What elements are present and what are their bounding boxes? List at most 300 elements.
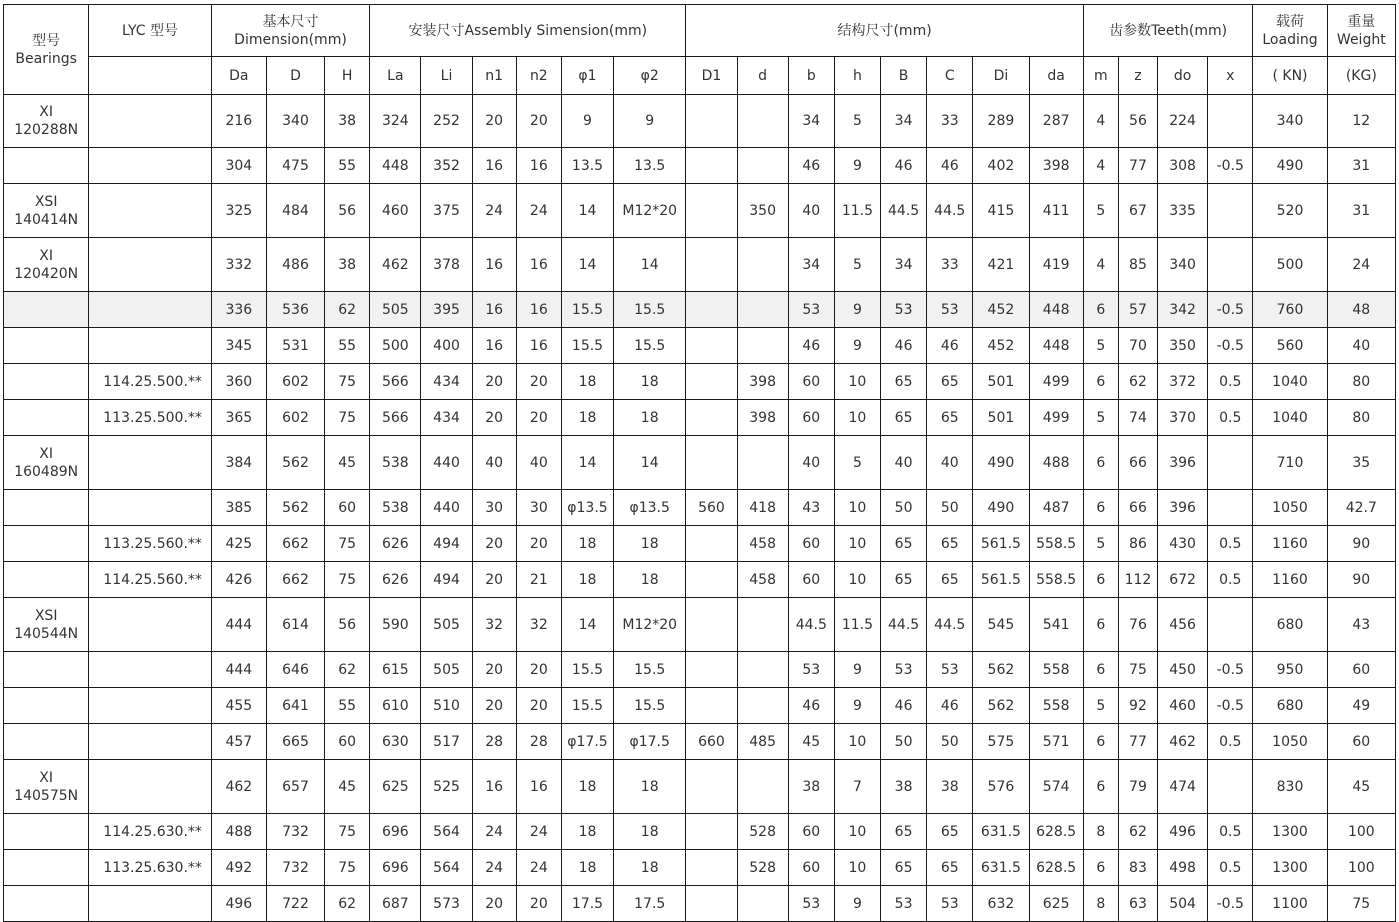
lyc-model-cell	[89, 148, 211, 184]
table-cell: 62	[325, 292, 370, 328]
bearing-model-cell	[4, 652, 89, 688]
table-cell: 66	[1118, 436, 1157, 490]
table-cell: 24	[472, 850, 516, 886]
table-cell: 630	[370, 724, 421, 760]
table-cell: 40	[788, 436, 834, 490]
table-cell	[686, 562, 737, 598]
table-cell: 340	[1253, 95, 1327, 148]
table-row	[4, 814, 1396, 850]
table-cell: 385	[211, 490, 266, 526]
table-cell: 0.5	[1208, 400, 1253, 436]
table-cell	[686, 886, 737, 922]
table-cell: 1040	[1253, 364, 1327, 400]
table-cell: 452	[973, 328, 1029, 364]
table-cell: 62	[1118, 814, 1157, 850]
table-cell	[737, 148, 788, 184]
table-cell: 6	[1083, 598, 1118, 652]
header-sub-cell: d	[737, 57, 788, 95]
table-cell: 50	[927, 724, 973, 760]
table-cell: 632	[973, 886, 1029, 922]
table-cell: 75	[325, 364, 370, 400]
header-row-main	[4, 5, 1396, 57]
table-cell: 14	[561, 436, 613, 490]
table-cell: 224	[1158, 95, 1208, 148]
table-cell: 20	[472, 526, 516, 562]
table-cell: 590	[370, 598, 421, 652]
table-cell: 531	[266, 328, 324, 364]
table-cell: 75	[325, 526, 370, 562]
table-row	[4, 400, 1396, 436]
table-cell: 46	[927, 148, 973, 184]
bearing-model-cell	[4, 526, 89, 562]
table-cell: 505	[370, 292, 421, 328]
table-cell: 20	[472, 364, 516, 400]
table-cell: 46	[927, 688, 973, 724]
table-cell: 625	[1029, 886, 1083, 922]
table-cell	[686, 292, 737, 328]
header-lyc-empty	[89, 57, 211, 95]
lyc-model-cell	[89, 724, 211, 760]
table-cell: 5	[834, 238, 880, 292]
table-cell: 10	[834, 814, 880, 850]
table-cell: 83	[1118, 850, 1157, 886]
table-cell: 340	[266, 95, 324, 148]
header-sub-cell: C	[927, 57, 973, 95]
bearing-model-cell	[4, 364, 89, 400]
table-cell: 46	[788, 328, 834, 364]
table-cell: 13.5	[561, 148, 613, 184]
table-cell: 536	[266, 292, 324, 328]
table-cell: 370	[1158, 400, 1208, 436]
table-cell: 0.5	[1208, 364, 1253, 400]
table-cell: 40	[1327, 328, 1395, 364]
table-cell: 486	[266, 238, 324, 292]
table-cell	[1208, 490, 1253, 526]
table-cell: 34	[788, 238, 834, 292]
table-cell: 60	[788, 526, 834, 562]
bearing-model-cell	[4, 886, 89, 922]
table-cell: -0.5	[1208, 148, 1253, 184]
table-row	[4, 148, 1396, 184]
table-cell: 646	[266, 652, 324, 688]
table-cell: 440	[421, 436, 472, 490]
table-cell: 1100	[1253, 886, 1327, 922]
table-cell: 4	[1083, 238, 1118, 292]
table-cell: 20	[516, 652, 561, 688]
header-sub-cell: n1	[472, 57, 516, 95]
table-row	[4, 526, 1396, 562]
table-cell: 75	[325, 400, 370, 436]
table-cell: 6	[1083, 364, 1118, 400]
table-cell: 528	[737, 814, 788, 850]
table-cell: 680	[1253, 598, 1327, 652]
table-cell: 457	[211, 724, 266, 760]
table-cell: 538	[370, 490, 421, 526]
table-cell: 70	[1118, 328, 1157, 364]
table-cell: 60	[1327, 652, 1395, 688]
table-row	[4, 328, 1396, 364]
table-cell: 90	[1327, 526, 1395, 562]
header-sub-cell: Di	[973, 57, 1029, 95]
table-cell: 10	[834, 490, 880, 526]
table-cell: 517	[421, 724, 472, 760]
table-cell: 566	[370, 364, 421, 400]
lyc-model-cell	[89, 490, 211, 526]
table-cell: 65	[927, 364, 973, 400]
table-cell: 626	[370, 526, 421, 562]
table-cell: 216	[211, 95, 266, 148]
table-cell: 20	[516, 400, 561, 436]
table-row	[4, 436, 1396, 490]
table-cell: 20	[516, 886, 561, 922]
table-cell: 50	[927, 490, 973, 526]
table-cell: 452	[973, 292, 1029, 328]
table-cell: 92	[1118, 688, 1157, 724]
table-cell	[737, 328, 788, 364]
table-cell: 8	[1083, 886, 1118, 922]
table-cell: 18	[614, 814, 686, 850]
table-cell	[686, 328, 737, 364]
table-cell: 345	[211, 328, 266, 364]
table-cell: 20	[472, 562, 516, 598]
table-cell: 53	[881, 652, 927, 688]
table-cell: 50	[881, 724, 927, 760]
table-cell: 456	[1158, 598, 1208, 652]
table-cell: 396	[1158, 436, 1208, 490]
bearing-model-cell: XI 120420N	[4, 238, 89, 292]
table-body	[4, 5, 1396, 922]
table-cell: 5	[834, 436, 880, 490]
table-cell: 732	[266, 814, 324, 850]
table-cell: 20	[516, 688, 561, 724]
table-cell: 67	[1118, 184, 1157, 238]
table-row	[4, 95, 1396, 148]
table-cell: 560	[1253, 328, 1327, 364]
table-cell: 30	[472, 490, 516, 526]
table-cell: 86	[1118, 526, 1157, 562]
table-cell: 65	[881, 364, 927, 400]
table-cell: 38	[325, 238, 370, 292]
table-cell: 17.5	[561, 886, 613, 922]
header-sub-cell: z	[1118, 57, 1157, 95]
table-cell: 450	[1158, 652, 1208, 688]
table-cell: 53	[788, 292, 834, 328]
table-cell: 32	[516, 598, 561, 652]
table-cell: 488	[1029, 436, 1083, 490]
table-cell: 46	[881, 148, 927, 184]
table-cell: 56	[1118, 95, 1157, 148]
table-cell: 631.5	[973, 850, 1029, 886]
table-cell: 16	[516, 238, 561, 292]
table-cell: 626	[370, 562, 421, 598]
table-cell: 9	[834, 148, 880, 184]
table-cell: 14	[561, 598, 613, 652]
table-cell: 35	[1327, 436, 1395, 490]
table-cell: 496	[1158, 814, 1208, 850]
table-cell: -0.5	[1208, 328, 1253, 364]
table-cell: 418	[737, 490, 788, 526]
table-cell: 444	[211, 598, 266, 652]
table-cell: 75	[325, 850, 370, 886]
table-cell: 40	[788, 184, 834, 238]
table-cell: 375	[421, 184, 472, 238]
table-cell: 18	[561, 814, 613, 850]
table-cell: 20	[472, 400, 516, 436]
table-cell: 10	[834, 364, 880, 400]
table-cell: 494	[421, 562, 472, 598]
table-cell: 6	[1083, 652, 1118, 688]
table-cell: 434	[421, 400, 472, 436]
table-cell: 564	[421, 850, 472, 886]
table-cell: 45	[1327, 760, 1395, 814]
table-cell	[737, 292, 788, 328]
table-cell: 760	[1253, 292, 1327, 328]
table-cell	[686, 760, 737, 814]
lyc-model-cell: 113.25.500.**	[89, 400, 211, 436]
lyc-model-cell	[89, 292, 211, 328]
table-cell: 85	[1118, 238, 1157, 292]
table-cell: 562	[973, 688, 1029, 724]
table-cell: 53	[927, 652, 973, 688]
table-cell: 1160	[1253, 526, 1327, 562]
table-cell: 28	[472, 724, 516, 760]
table-cell: 18	[561, 364, 613, 400]
table-cell: M12*20	[614, 184, 686, 238]
table-row	[4, 562, 1396, 598]
table-cell: 625	[370, 760, 421, 814]
table-cell	[686, 598, 737, 652]
header-sub-cell: B	[881, 57, 927, 95]
table-cell: 77	[1118, 724, 1157, 760]
table-cell: 576	[973, 760, 1029, 814]
table-row	[4, 292, 1396, 328]
table-cell: 396	[1158, 490, 1208, 526]
table-cell: 5	[1083, 184, 1118, 238]
table-cell: 458	[737, 562, 788, 598]
table-cell: 90	[1327, 562, 1395, 598]
table-row	[4, 688, 1396, 724]
table-cell	[737, 95, 788, 148]
table-cell	[686, 364, 737, 400]
header-lyc: LYC 型号	[89, 5, 211, 57]
table-cell: 411	[1029, 184, 1083, 238]
lyc-model-cell	[89, 886, 211, 922]
table-cell: 60	[788, 850, 834, 886]
table-cell: 49	[1327, 688, 1395, 724]
table-cell: 80	[1327, 364, 1395, 400]
table-cell: 1040	[1253, 400, 1327, 436]
table-cell: 14	[614, 436, 686, 490]
table-cell: 80	[1327, 400, 1395, 436]
table-row	[4, 850, 1396, 886]
lyc-model-cell	[89, 760, 211, 814]
header-basic-dimension: 基本尺寸 Dimension(mm)	[211, 5, 370, 57]
table-cell: 545	[973, 598, 1029, 652]
table-cell: -0.5	[1208, 688, 1253, 724]
table-cell: 75	[325, 814, 370, 850]
table-cell: 444	[211, 652, 266, 688]
table-cell: 55	[325, 328, 370, 364]
table-cell: 4	[1083, 148, 1118, 184]
table-cell: 419	[1029, 238, 1083, 292]
table-cell: 79	[1118, 760, 1157, 814]
bearing-model-cell	[4, 328, 89, 364]
table-cell: 455	[211, 688, 266, 724]
table-row	[4, 364, 1396, 400]
lyc-model-cell: 114.25.560.**	[89, 562, 211, 598]
table-cell: 65	[927, 850, 973, 886]
table-cell: 33	[927, 238, 973, 292]
table-cell	[1208, 598, 1253, 652]
table-cell: 1050	[1253, 490, 1327, 526]
table-cell: 5	[834, 95, 880, 148]
table-cell: 28	[516, 724, 561, 760]
table-cell: 10	[834, 850, 880, 886]
table-cell: 9	[834, 688, 880, 724]
table-cell: 60	[1327, 724, 1395, 760]
table-cell: 6	[1083, 490, 1118, 526]
bearing-model-cell: XI 160489N	[4, 436, 89, 490]
table-cell	[737, 688, 788, 724]
table-cell: 10	[834, 562, 880, 598]
table-cell: 402	[973, 148, 1029, 184]
table-cell: 32	[472, 598, 516, 652]
table-cell: 5	[1083, 526, 1118, 562]
table-cell: 335	[1158, 184, 1208, 238]
table-cell: 62	[325, 886, 370, 922]
table-cell: 500	[1253, 238, 1327, 292]
table-cell: 60	[325, 724, 370, 760]
table-cell: 510	[421, 688, 472, 724]
table-cell: 24	[472, 814, 516, 850]
table-cell: 40	[927, 436, 973, 490]
table-cell: 501	[973, 364, 1029, 400]
table-cell: 421	[973, 238, 1029, 292]
table-cell	[1208, 95, 1253, 148]
table-cell	[1208, 184, 1253, 238]
table-cell: 680	[1253, 688, 1327, 724]
table-cell: 505	[421, 652, 472, 688]
table-cell: 11.5	[834, 598, 880, 652]
table-cell: -0.5	[1208, 292, 1253, 328]
table-cell: 31	[1327, 184, 1395, 238]
table-cell: 494	[421, 526, 472, 562]
table-cell: 53	[881, 886, 927, 922]
table-cell: 9	[561, 95, 613, 148]
table-cell: 44.5	[927, 598, 973, 652]
table-cell: 252	[421, 95, 472, 148]
table-cell: 462	[1158, 724, 1208, 760]
table-cell: 1050	[1253, 724, 1327, 760]
bearing-model-cell: XSI 140414N	[4, 184, 89, 238]
table-cell: 20	[516, 526, 561, 562]
table-cell: 342	[1158, 292, 1208, 328]
table-cell: 24	[516, 814, 561, 850]
lyc-model-cell	[89, 238, 211, 292]
table-cell: 10	[834, 724, 880, 760]
table-cell: 558	[1029, 652, 1083, 688]
table-cell	[686, 238, 737, 292]
table-cell: 6	[1083, 850, 1118, 886]
table-row	[4, 724, 1396, 760]
table-cell: 672	[1158, 562, 1208, 598]
table-cell: 46	[927, 328, 973, 364]
table-cell: 662	[266, 526, 324, 562]
table-cell: φ17.5	[614, 724, 686, 760]
header-weight: 重量 Weight	[1327, 5, 1395, 57]
table-cell: 34	[881, 238, 927, 292]
table-cell: 398	[737, 400, 788, 436]
table-cell: 50	[881, 490, 927, 526]
table-row	[4, 886, 1396, 922]
table-cell: φ17.5	[561, 724, 613, 760]
table-cell: 34	[788, 95, 834, 148]
table-cell: 505	[421, 598, 472, 652]
table-cell: 65	[881, 814, 927, 850]
lyc-model-cell	[89, 652, 211, 688]
table-cell: 628.5	[1029, 814, 1083, 850]
table-cell: 950	[1253, 652, 1327, 688]
table-cell: 628.5	[1029, 850, 1083, 886]
table-cell: 484	[266, 184, 324, 238]
table-cell: 0.5	[1208, 562, 1253, 598]
table-cell: 5	[1083, 328, 1118, 364]
table-cell: 520	[1253, 184, 1327, 238]
header-sub-cell: (KG)	[1327, 57, 1395, 95]
table-cell: 5	[1083, 400, 1118, 436]
table-cell: 415	[973, 184, 1029, 238]
table-cell: 378	[421, 238, 472, 292]
lyc-model-cell	[89, 184, 211, 238]
table-cell: 21	[516, 562, 561, 598]
table-cell: 340	[1158, 238, 1208, 292]
table-cell: 561.5	[973, 562, 1029, 598]
table-cell: 15.5	[614, 688, 686, 724]
lyc-model-cell: 113.25.560.**	[89, 526, 211, 562]
table-cell: 18	[561, 760, 613, 814]
table-cell: 18	[561, 850, 613, 886]
table-cell: 16	[516, 292, 561, 328]
table-cell	[686, 184, 737, 238]
table-cell: 538	[370, 436, 421, 490]
table-cell: 360	[211, 364, 266, 400]
table-cell: 501	[973, 400, 1029, 436]
table-cell: 65	[881, 850, 927, 886]
table-cell: 53	[881, 292, 927, 328]
table-cell: 425	[211, 526, 266, 562]
table-cell: 38	[788, 760, 834, 814]
table-cell: 16	[472, 148, 516, 184]
table-cell: 60	[788, 364, 834, 400]
table-cell: 75	[1118, 652, 1157, 688]
table-cell: 53	[788, 886, 834, 922]
table-cell: 16	[472, 292, 516, 328]
table-cell: 336	[211, 292, 266, 328]
table-cell: 696	[370, 850, 421, 886]
bearing-model-cell	[4, 562, 89, 598]
table-cell	[686, 526, 737, 562]
table-cell: 287	[1029, 95, 1083, 148]
table-cell: 24	[516, 184, 561, 238]
table-cell: 528	[737, 850, 788, 886]
table-cell: 62	[325, 652, 370, 688]
table-cell: 60	[325, 490, 370, 526]
table-cell: 6	[1083, 760, 1118, 814]
header-sub-cell: φ2	[614, 57, 686, 95]
table-cell: 7	[834, 760, 880, 814]
table-cell	[686, 148, 737, 184]
table-cell	[686, 688, 737, 724]
